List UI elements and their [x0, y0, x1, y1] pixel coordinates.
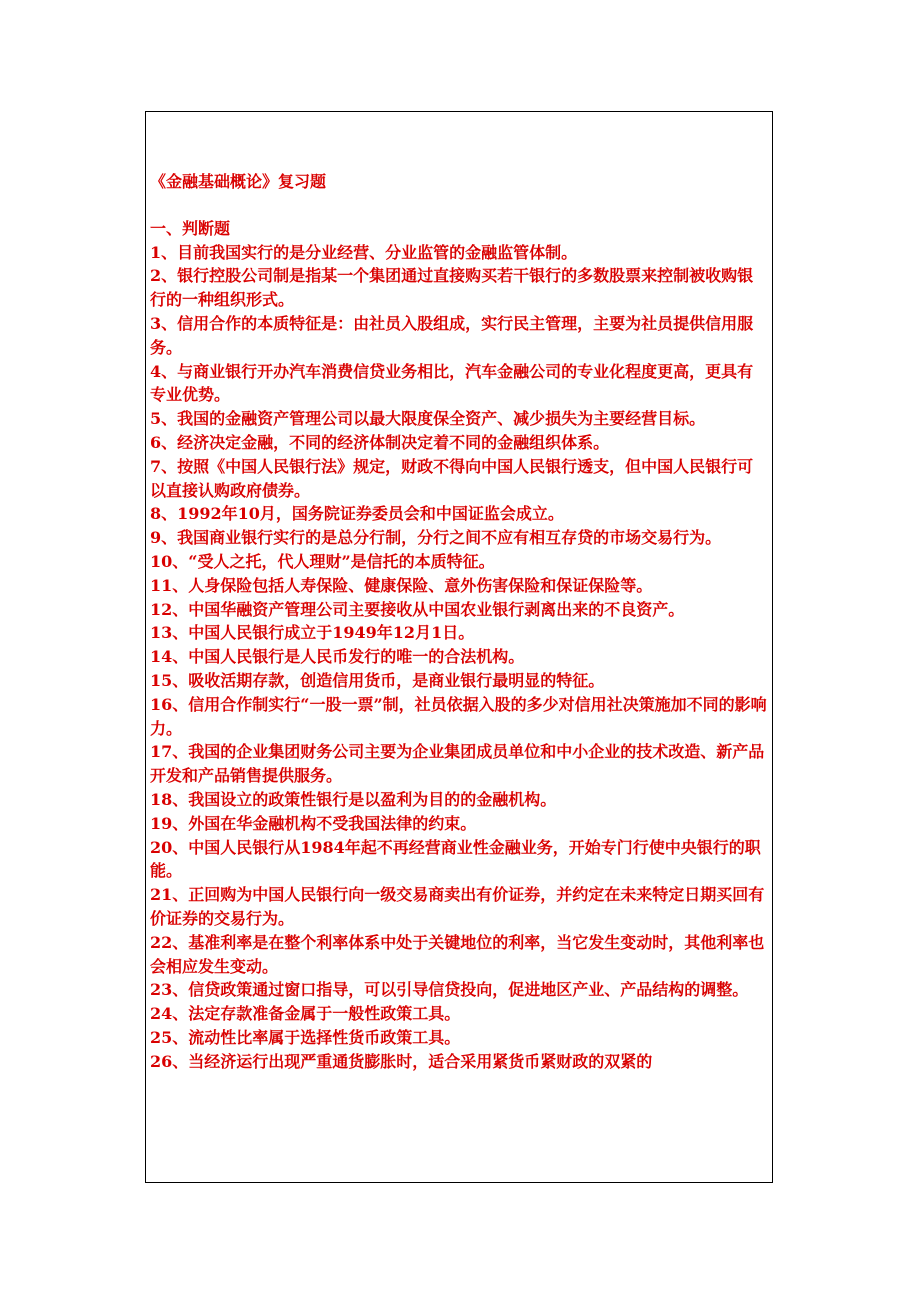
question-item: 5、我国的金融资产管理公司以最大限度保全资产、减少损失为主要经营目标。	[150, 409, 706, 429]
question-item: 17、我国的企业集团财务公司主要为企业集团成员单位和中小企业的技术改造、新产品开发和产品销售提供服务。	[150, 742, 765, 786]
question-item: 23、信贷政策通过窗口指导，可以引导信贷投向，促进地区产业、产品结构的调整。	[150, 980, 749, 1000]
question-item: 1、目前我国实行的是分业经营、分业监管的金融监管体制。	[150, 242, 578, 262]
document-title: 《金融基础概论》复习题	[150, 172, 327, 191]
question-item: 13、中国人民银行成立于1949年12月1日。	[150, 623, 475, 643]
question-item: 20、中国人民银行从1984年起不再经营商业性金融业务，开始专门行使中央银行的职能。	[150, 837, 761, 881]
question-item: 19、外国在华金融机构不受我国法律的约束。	[150, 813, 477, 833]
question-item: 15、吸收活期存款，创造信用货币，是商业银行最明显的特征。	[150, 670, 605, 690]
question-item: 9、我国商业银行实行的是总分行制，分行之间不应有相互存贷的市场交易行为。	[150, 528, 722, 548]
question-item: 16、信用合作制实行“一股一票”制，社员依据入股的多少对信用社决策施加不同的影响力。	[150, 694, 767, 738]
question-item: 22、基准利率是在整个利率体系中处于关键地位的利率，当它发生变动时，其他利率也会相应发生变动。	[150, 932, 765, 976]
question-item: 3、信用合作的本质特征是：由社员入股组成，实行民主管理，主要为社员提供信用服务。	[150, 313, 754, 357]
section-title: 一、判断题	[150, 218, 231, 238]
question-item: 7、按照《中国人民银行法》规定，财政不得向中国人民银行透支，但中国人民银行可以直接认购政府债券。	[150, 456, 754, 500]
question-item: 26、当经济运行出现严重通货膨胀时，适合采用紧货币紧财政的双紧的	[150, 1051, 653, 1071]
question-item: 12、中国华融资产管理公司主要接收从中国农业银行剥离出来的不良资产。	[150, 599, 685, 619]
document-content	[150, 170, 768, 1073]
question-item: 6、经济决定金融，不同的经济体制决定着不同的金融组织体系。	[150, 432, 610, 452]
question-item: 11、人身保险包括人寿保险、健康保险、意外伤害保险和保证保险等。	[150, 575, 653, 595]
question-item: 25、流动性比率属于选择性货币政策工具。	[150, 1027, 461, 1047]
question-item: 21、正回购为中国人民银行向一级交易商卖出有价证券，并约定在未来特定日期买回有价证券的交易行为。	[150, 885, 765, 928]
question-item: 24、法定存款准备金属于一般性政策工具。	[150, 1004, 461, 1024]
question-item: 4、与商业银行开办汽车消费信贷业务相比，汽车金融公司的专业化程度更高，更具有专业优势。	[150, 361, 754, 405]
question-item: 2、银行控股公司制是指某一个集团通过直接购买若干银行的多数股票来控制被收购银行的一种组织形式。	[150, 266, 754, 310]
question-item: 14、中国人民银行是人民币发行的唯一的合法机构。	[150, 647, 525, 667]
question-list	[150, 241, 768, 1074]
question-item: 10、“受人之托，代人理财”是信托的本质特征。	[150, 551, 495, 571]
document-frame	[145, 111, 773, 1183]
question-item: 8、1992年10月，国务院证券委员会和中国证监会成立。	[150, 504, 564, 524]
question-item: 18、我国设立的政策性银行是以盈利为目的的金融机构。	[150, 789, 557, 809]
